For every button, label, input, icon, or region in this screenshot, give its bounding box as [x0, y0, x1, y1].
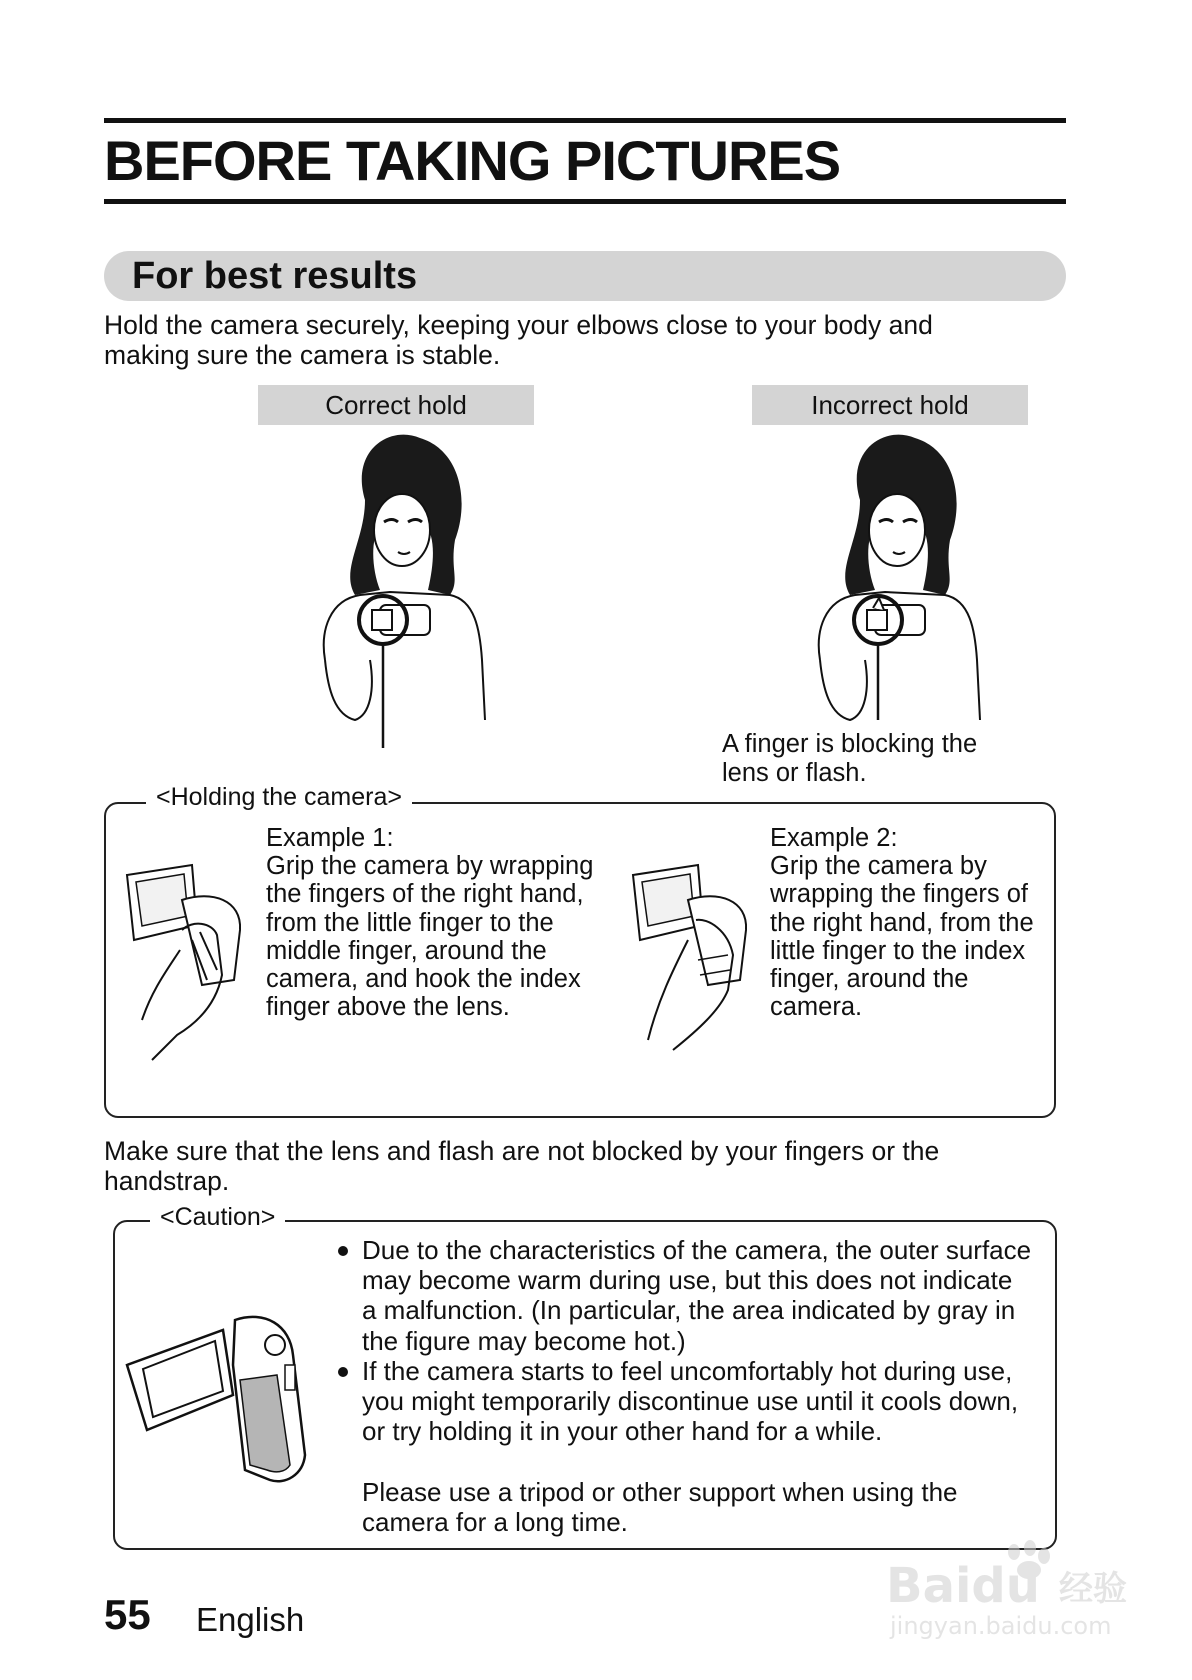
correct-hold-label: Correct hold	[258, 385, 534, 425]
section-heading-bar	[104, 251, 1066, 301]
title-top-rule	[104, 118, 1066, 123]
camera-heat-area-illustration	[125, 1305, 325, 1505]
watermark-url: jingyan.baidu.com	[890, 1612, 1112, 1640]
caution-legend: <Caution>	[150, 1202, 285, 1232]
example1-title: Example 1:	[266, 824, 394, 852]
page-title: BEFORE TAKING PICTURES	[104, 129, 841, 192]
section-heading: For best results	[132, 255, 418, 297]
example2-text: Grip the camera by wrapping the fingers of the right hand, from the little finger to the index finger, around the camera.	[770, 852, 1034, 1022]
watermark-brand: Baidu	[886, 1558, 1040, 1614]
caution-bullet: If the camera starts to feel uncomfortably hot during use, you might temporarily discontinue use until it cools down, or try holding it in your other hand for a while.	[334, 1356, 1034, 1447]
incorrect-hold-illustration	[805, 430, 995, 730]
caution-followup: Please use a tripod or other support when using the camera for a long time.	[362, 1477, 958, 1538]
intro-text: Hold the camera securely, keeping your elbows close to your body and making sure the camera is stable.	[104, 310, 933, 370]
footer-language: English	[196, 1601, 305, 1638]
page-number: 55	[104, 1591, 151, 1638]
fingers-note: Make sure that the lens and flash are not blocked by your fingers or the handstrap.	[104, 1136, 940, 1196]
incorrect-hold-label: Incorrect hold	[752, 385, 1028, 425]
example2-camera-grip-icon	[628, 860, 758, 1060]
watermark-brand-cn: 经验	[1059, 1569, 1127, 1609]
title-bottom-rule	[104, 199, 1066, 204]
caution-bullets	[334, 1235, 1034, 1446]
example1-camera-grip-icon	[122, 860, 252, 1060]
baidu-watermark	[884, 1540, 1144, 1640]
example2-title: Example 2:	[770, 824, 898, 852]
example1-text: Grip the camera by wrapping the fingers of the right hand, from the little finger to the middle finger, around the camera, and hook the index finger above the lens.	[266, 852, 594, 1022]
incorrect-hold-caption: A finger is blocking the lens or flash.	[722, 730, 978, 787]
holding-camera-legend: <Holding the camera>	[146, 782, 412, 812]
caution-bullet: Due to the characteristics of the camera, the outer surface may become warm during use, but this does not indicate a malfunction. (In particular, the area indicated by gray in the figure may become hot.)	[334, 1235, 1034, 1356]
correct-hold-illustration	[310, 430, 500, 730]
